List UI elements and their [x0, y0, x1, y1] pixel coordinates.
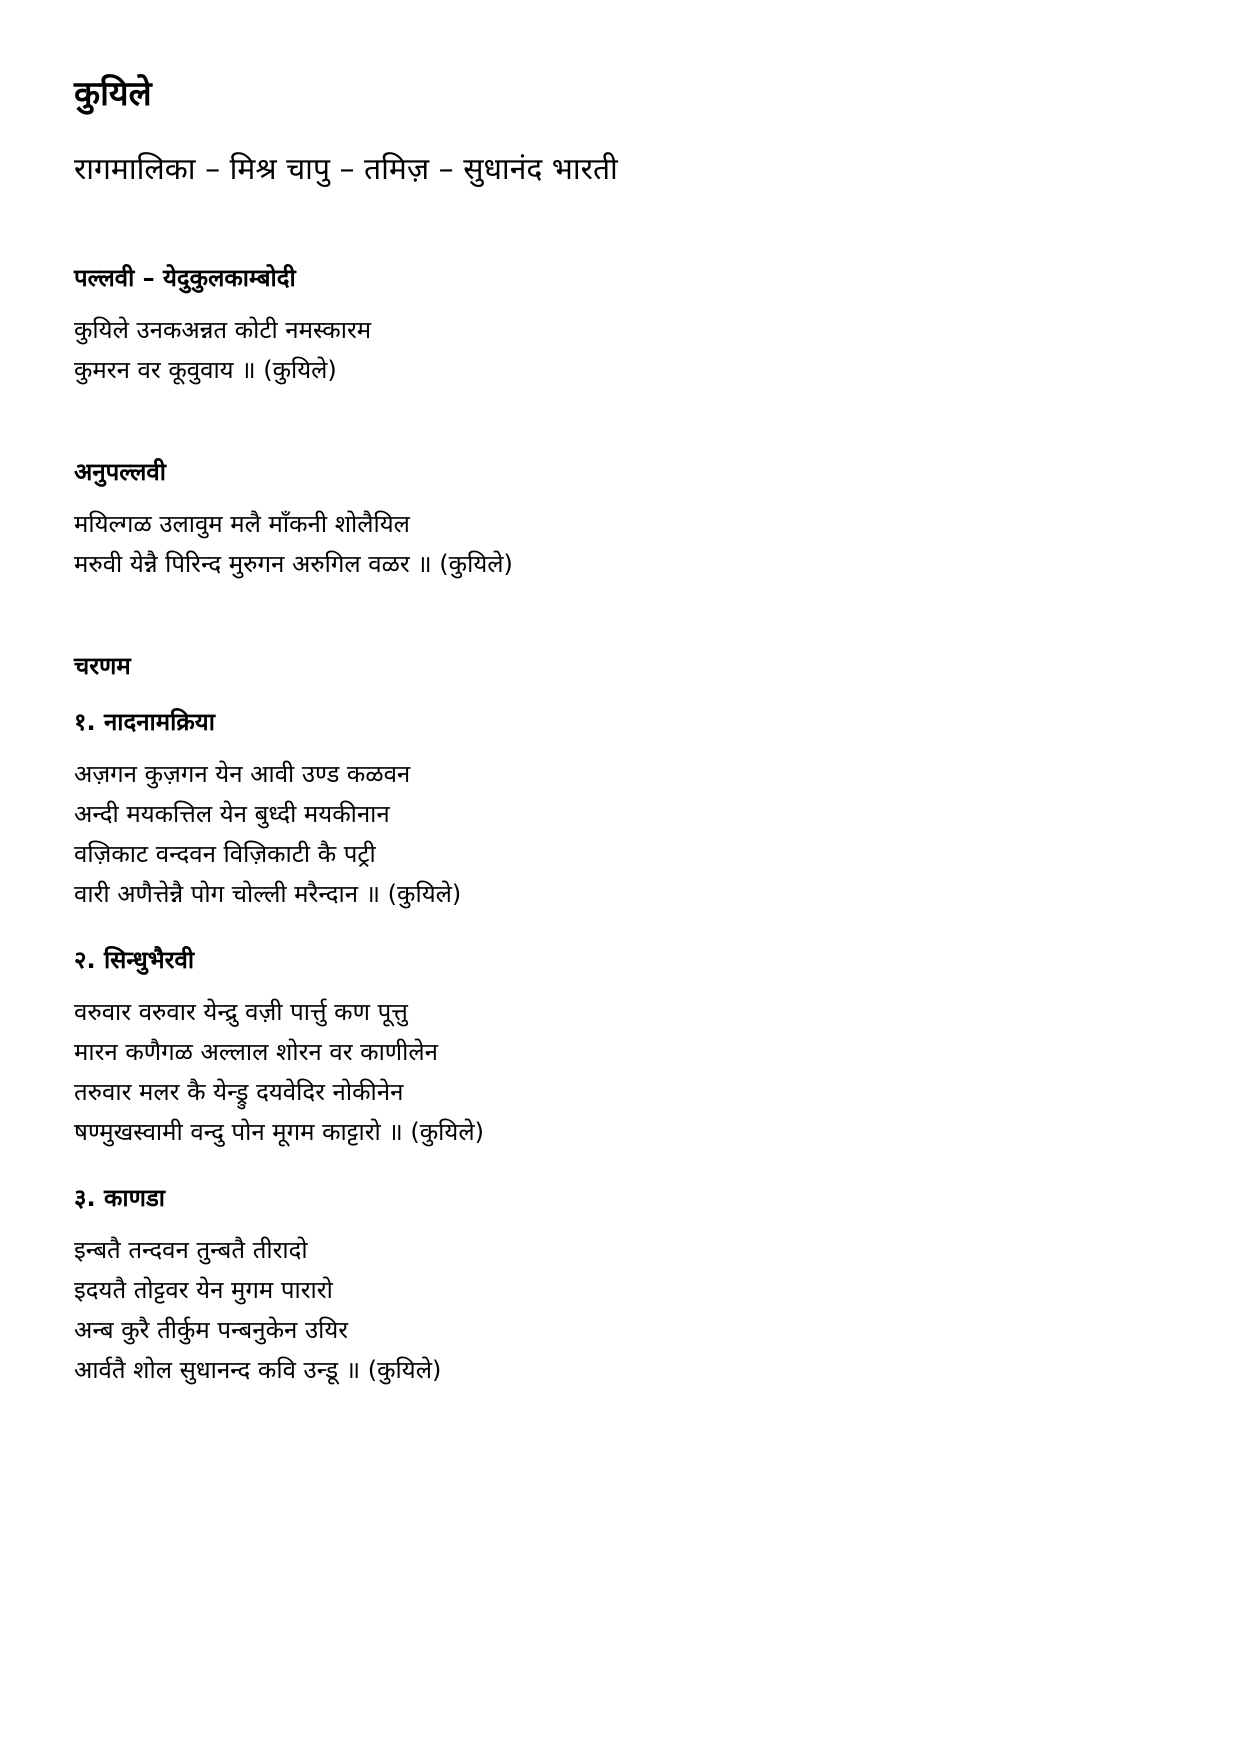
charanam-section-heading: ३. काणडा — [74, 1184, 166, 1212]
verse-line: आर्वतै शोल सुधानन्द कवि उन्डू ॥ (कुयिले) — [74, 1356, 442, 1384]
charanam-section-heading: २. सिन्धुभैरवी — [74, 946, 195, 974]
verse-line: वारी अणैत्तेन्नै पोग चोल्ली मरैन्दान ॥ (कुयिले) — [74, 880, 462, 908]
verse-line: वरुवार वरुवार येन्द्रु वज़ी पार्त्तु कण पूत्तु — [74, 998, 408, 1026]
verse-line: इन्बतै तन्दवन तुन्बतै तीरादो — [74, 1236, 308, 1264]
verse-line: मारन कणैगळ अल्लाल शोरन वर काणीलेन — [74, 1038, 438, 1066]
verse-line: षण्मुखस्वामी वन्दु पोन मूगम काट्टारो ॥ (कुयिले) — [74, 1118, 484, 1146]
verse-line: मरुवी येन्नै पिरिन्द मुरुगन अरुगिल वळर ॥ (कुयिले) — [74, 550, 513, 578]
verse-line: अन्दी मयकत्तिल येन बुध्दी मयकीनान — [74, 800, 390, 828]
verse-line: अन्ब कुरै तीर्कुम पन्बनुकेन उयिर — [74, 1316, 349, 1344]
pallavi-heading: पल्लवी – येदुकुलकाम्बोदी — [74, 264, 296, 292]
pallavi-verse — [74, 310, 371, 390]
verse-line: कुयिले उनकअन्नत कोटी नमस्कारम — [74, 316, 372, 344]
verse-line: वज़िकाट वन्दवन विज़िकाटी कै पट्री — [74, 840, 376, 868]
charanam-section-verse — [74, 754, 461, 914]
anupallavi-heading: अनुपल्लवी — [74, 458, 166, 486]
charanam-section-heading: १. नादनामक्रिया — [74, 708, 215, 736]
verse-line: मयिल्गळ उलावुम मलै माँकनी शोलैयिल — [74, 510, 410, 538]
verse-line: इदयतै तोट्टवर येन मुगम पारारो — [74, 1276, 333, 1304]
song-subtitle: रागमालिका – मिश्र चापु – तमिज़ – सुधानंद भारती — [74, 152, 618, 187]
charanam-heading: चरणम — [74, 652, 131, 680]
song-title: कुयिले — [74, 74, 152, 114]
verse-line: तरुवार मलर कै येन्ड्रु दयवेदिर नोकीनेन — [74, 1078, 404, 1106]
charanam-section-verse — [74, 1230, 441, 1390]
verse-line: कुमरन वर कूवुवाय ॥ (कुयिले) — [74, 356, 337, 384]
verse-line: अज़गन कुज़गन येन आवी उण्ड कळवन — [74, 760, 411, 788]
anupallavi-verse — [74, 504, 513, 584]
charanam-section-verse — [74, 992, 484, 1152]
